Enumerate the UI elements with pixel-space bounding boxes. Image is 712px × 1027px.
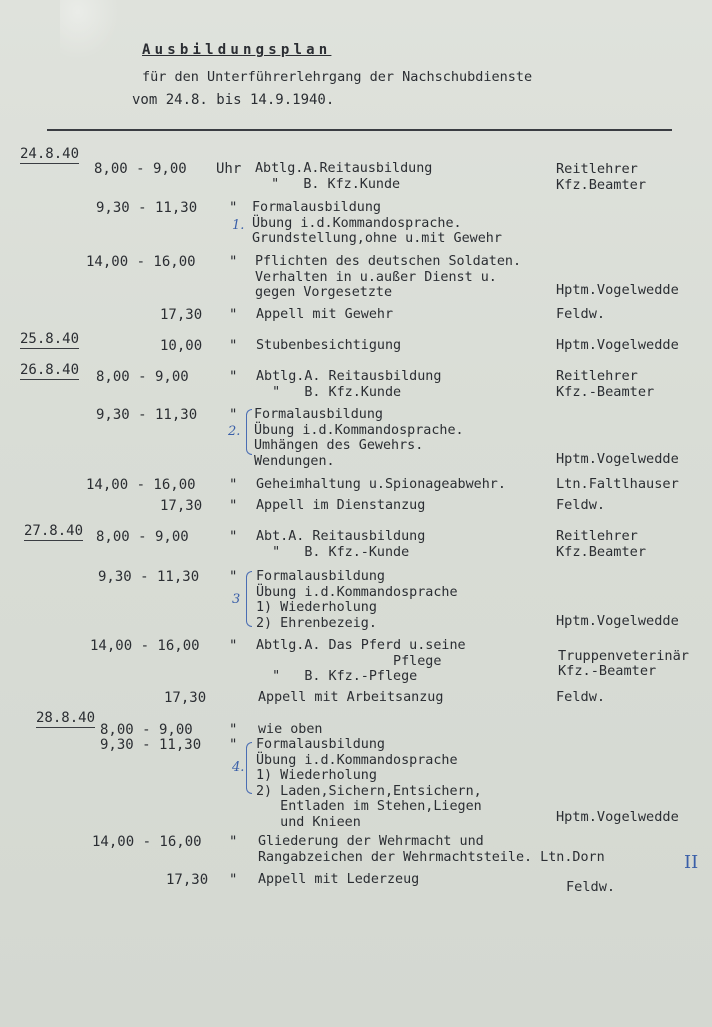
day-date: 24.8.40 xyxy=(20,146,80,162)
entry-instructor: Feldw. xyxy=(556,497,606,513)
entry-instructor: Ltn.Faltlhauser xyxy=(556,476,679,492)
entry-description: Formalausbildung Übung i.d.Kommandosprache. Umhängen des Gewehrs. Wendungen. xyxy=(254,407,464,469)
schedule-entry xyxy=(0,497,712,514)
schedule-entry xyxy=(0,569,712,631)
entry-description: Appell im Dienstanzug xyxy=(256,498,426,513)
handwritten-number: 2. xyxy=(228,424,241,439)
entry-unit: " xyxy=(229,338,238,354)
schedule-entry xyxy=(0,407,712,469)
entry-unit: " xyxy=(229,569,238,585)
schedule-entry xyxy=(0,737,712,830)
day-date: 26.8.40 xyxy=(20,362,80,378)
entry-description: Abtlg.A. Reitausbildung " B. Kfz.Kunde xyxy=(256,369,442,400)
handwritten-brace xyxy=(246,409,252,455)
day-date: 27.8.40 xyxy=(24,523,84,539)
entry-unit: " xyxy=(229,638,238,654)
entry-unit: " xyxy=(229,529,238,545)
handwritten-number: 4. xyxy=(232,760,245,775)
entry-unit: " xyxy=(229,369,238,385)
entry-unit: " xyxy=(229,872,238,888)
handwritten-mark: II xyxy=(684,852,699,873)
entry-time: 9,30 - 11,30 xyxy=(96,200,198,216)
schedule-entry xyxy=(0,306,712,323)
entry-time: 14,00 - 16,00 xyxy=(86,477,196,493)
header-rule xyxy=(47,129,672,131)
entry-time: 17,30 xyxy=(164,690,207,706)
entry-instructor: Reitlehrer Kfz.Beamter xyxy=(556,528,647,560)
entry-instructor: Hptm.Vogelwedde xyxy=(556,282,679,298)
entry-instructor: Truppenveterinär Kfz.-Beamter xyxy=(558,647,689,679)
entry-instructor: Hptm.Vogelwedde xyxy=(556,808,679,825)
document-date-range: vom 24.8. bis 14.9.1940. xyxy=(132,92,335,108)
document-subtitle: für den Unterführerlehrgang der Nachschubdienste xyxy=(142,69,533,85)
handwritten-brace xyxy=(246,742,252,794)
entry-instructor: Hptm.Vogelwedde xyxy=(556,337,679,353)
entry-time: 8,00 - 9,00 xyxy=(96,369,189,385)
entry-time: 14,00 - 16,00 xyxy=(90,638,200,654)
schedule-entry xyxy=(0,161,712,193)
entry-time: 14,00 - 16,00 xyxy=(86,254,196,270)
entry-description: Formalausbildung Übung i.d.Kommandosprache 1) Wiederholung 2) Ehrenbezeig. xyxy=(256,569,458,631)
entry-description: Geheimhaltung u.Spionageabwehr. xyxy=(256,477,506,492)
entry-description: Appell mit Lederzeug xyxy=(258,872,420,887)
entry-unit: " xyxy=(229,834,238,850)
entry-time: 9,30 - 11,30 xyxy=(96,407,198,423)
entry-instructor: Feldw. xyxy=(556,306,606,322)
document-title: Ausbildungsplan xyxy=(142,42,332,58)
entry-time: 17,30 xyxy=(160,307,203,323)
entry-description: Stubenbesichtigung xyxy=(256,338,402,353)
entry-instructor: Hptm.Vogelwedde xyxy=(556,450,679,467)
schedule-entry xyxy=(0,722,712,738)
entry-time: 17,30 xyxy=(166,872,209,888)
entry-description: Abtlg.A.Reitausbildung " B. Kfz.Kunde xyxy=(255,161,433,192)
schedule-entry xyxy=(0,872,712,895)
entry-description: Formalausbildung Übung i.d.Kommandosprache. Grundstellung,ohne u.mit Gewehr xyxy=(252,200,502,246)
entry-time: 8,00 - 9,00 xyxy=(100,722,193,738)
entry-description: Abt.A. Reitausbildung " B. Kfz.-Kunde xyxy=(256,529,426,560)
entry-description: Appell mit Arbeitsanzug xyxy=(258,690,444,705)
entry-description: wie oben xyxy=(258,722,323,737)
entry-time: 10,00 xyxy=(160,338,203,354)
entry-unit: " xyxy=(229,722,238,738)
entry-instructor: Feldw. xyxy=(556,689,606,705)
schedule-entry xyxy=(0,476,712,493)
day-date: 25.8.40 xyxy=(20,331,80,347)
entry-description: Abtlg.A. Das Pferd u.seine Pflege " B. Kfz.-Pflege xyxy=(256,638,466,684)
entry-time: 9,30 - 11,30 xyxy=(98,569,200,585)
handwritten-brace xyxy=(246,571,252,627)
handwritten-number: 3 xyxy=(232,592,241,607)
entry-time: 14,00 - 16,00 xyxy=(92,834,202,850)
entry-time: 17,30 xyxy=(160,498,203,514)
entry-unit: " xyxy=(229,307,238,323)
entry-unit: " xyxy=(229,498,238,514)
entry-unit: " xyxy=(229,737,238,753)
entry-instructor: Feldw. xyxy=(566,878,616,895)
entry-unit: " xyxy=(229,200,238,216)
entry-description: Pflichten des deutschen Soldaten. Verhalten in u.außer Dienst u. gegen Vorgesetzte xyxy=(255,254,522,300)
schedule-entry xyxy=(0,689,712,706)
schedule-entry xyxy=(0,254,712,300)
entry-description: Gliederung der Wehrmacht und Rangabzeichen der Wehrmachtsteile. Ltn.Dorn xyxy=(258,834,605,865)
schedule-entry xyxy=(0,638,712,684)
day-date: 28.8.40 xyxy=(36,710,96,726)
entry-description: Appell mit Gewehr xyxy=(256,307,394,322)
entry-unit: " xyxy=(229,254,238,270)
entry-unit: Uhr xyxy=(216,161,242,177)
entry-time: 8,00 - 9,00 xyxy=(94,161,187,177)
entry-description: Formalausbildung Übung i.d.Kommandosprache 1) Wiederholung 2) Laden,Sichern,Entsichern, Entladen im Stehen,Liegen und Knieen xyxy=(256,737,482,830)
entry-instructor: Hptm.Vogelwedde xyxy=(556,612,679,629)
handwritten-number: 1. xyxy=(232,218,245,233)
entry-instructor: Reitlehrer Kfz.-Beamter xyxy=(556,368,655,400)
entry-time: 8,00 - 9,00 xyxy=(96,529,189,545)
paper-fold xyxy=(60,0,120,60)
entry-time: 9,30 - 11,30 xyxy=(100,737,202,753)
entry-unit: " xyxy=(229,477,238,493)
schedule-entry xyxy=(0,200,712,246)
entry-unit: " xyxy=(229,407,238,423)
entry-instructor: Reitlehrer Kfz.Beamter xyxy=(556,161,647,193)
